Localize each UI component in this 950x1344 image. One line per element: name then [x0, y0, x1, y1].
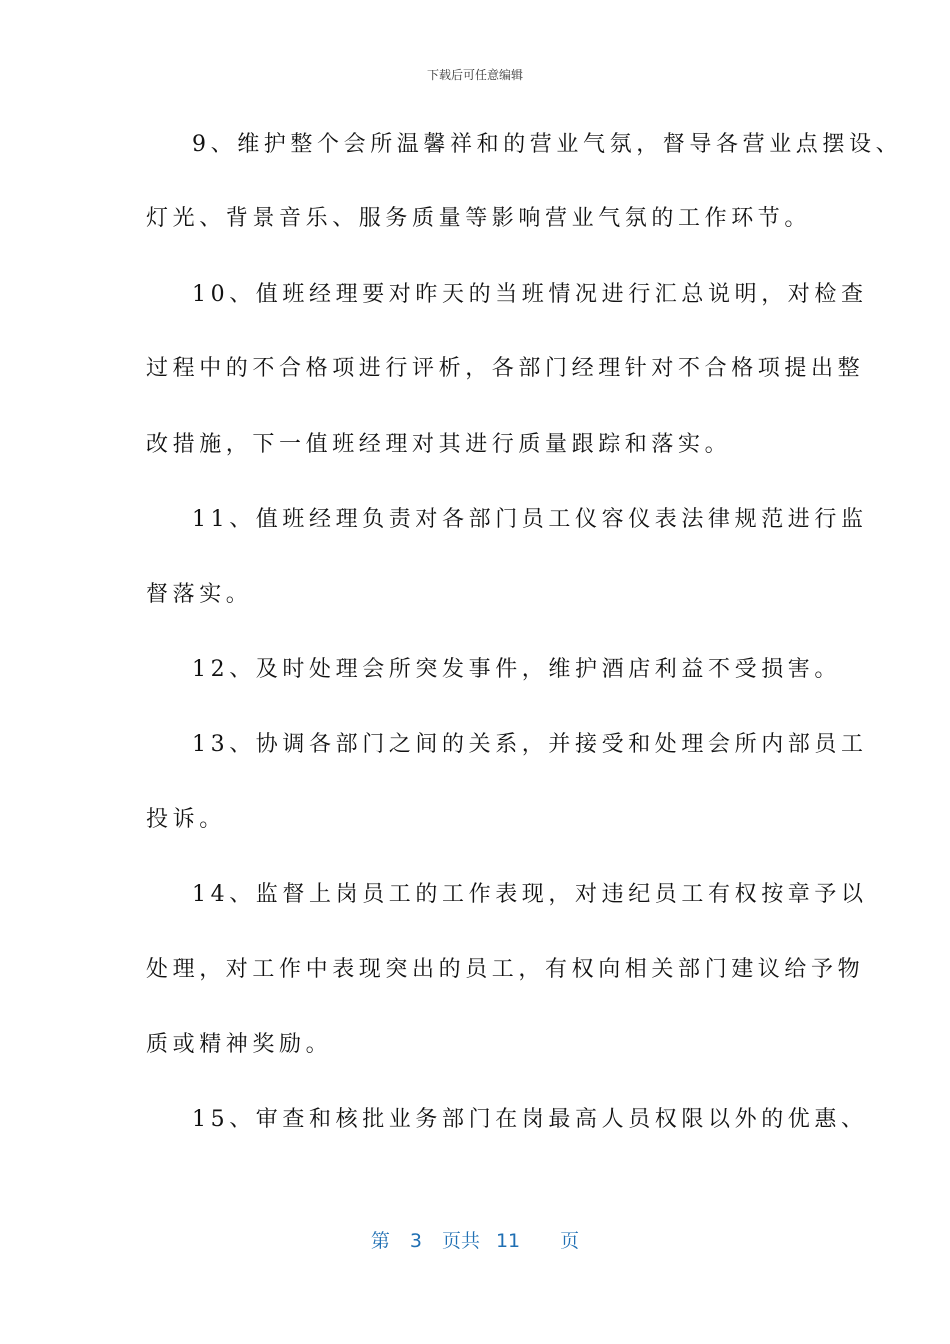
current-page-number: 3	[409, 1230, 422, 1252]
paragraph-line: 12、及时处理会所突发事件，维护酒店利益不受损害。	[192, 657, 841, 682]
paragraph-line: 过程中的不合格项进行评析，各部门经理针对不合格项提出整	[146, 356, 865, 381]
footer-prefix: 第	[370, 1230, 390, 1252]
paragraph-line: 14、监督上岗员工的工作表现，对违纪员工有权按章予以	[192, 882, 868, 907]
footer-suffix: 页	[560, 1230, 580, 1252]
paragraph-line: 质或精神奖励。	[146, 1032, 333, 1057]
total-pages-number: 11	[495, 1230, 521, 1252]
header-note: 下载后可任意编辑	[426, 68, 523, 82]
paragraph-line: 15、审查和核批业务部门在岗最高人员权限以外的优惠、	[192, 1107, 868, 1132]
paragraph-line: 督落实。	[146, 582, 253, 607]
paragraph-line: 投诉。	[146, 807, 226, 832]
paragraph-line: 改措施，下一值班经理对其进行质量跟踪和落实。	[146, 432, 732, 457]
paragraph-line: 10、值班经理要对昨天的当班情况进行汇总说明，对检查	[192, 282, 868, 307]
paragraph-line: 9、维护整个会所温馨祥和的营业气氛，督导各营业点摆设、	[192, 132, 903, 157]
paragraph-line: 灯光、背景音乐、服务质量等影响营业气氛的工作环节。	[146, 206, 812, 231]
paragraph-line: 处理，对工作中表现突出的员工，有权向相关部门建议给予物	[146, 957, 865, 982]
paragraph-line: 11、值班经理负责对各部门员工仪容仪表法律规范进行监	[192, 507, 868, 532]
paragraph-line: 13、协调各部门之间的关系，并接受和处理会所内部员工	[192, 732, 868, 757]
page-footer	[0, 1226, 950, 1253]
footer-middle: 页共	[441, 1230, 480, 1252]
